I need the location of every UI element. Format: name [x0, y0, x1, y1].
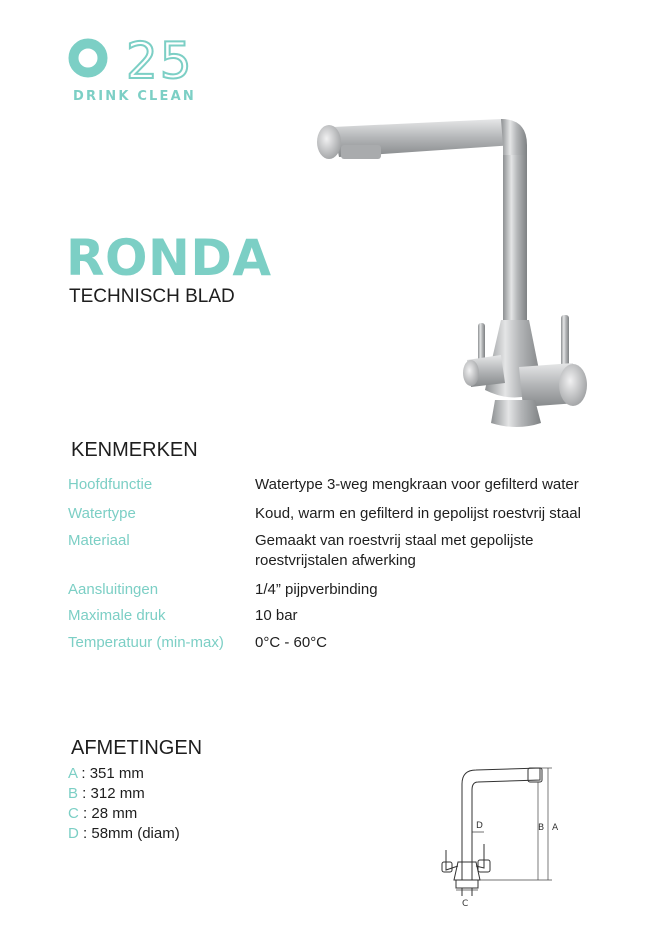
- drawing-spout: [462, 768, 540, 880]
- spec-value-maximale-druk: 10 bar: [255, 607, 298, 624]
- spec-value-watertype: Koud, warm en gefilterd in gepolijst roestvrij staal: [255, 505, 581, 522]
- dimension-separator: :: [78, 805, 92, 822]
- dimension-value: 312 mm: [90, 785, 145, 802]
- spec-label-temperatuur: Temperatuur (min-max): [68, 634, 224, 651]
- dimension-separator: :: [77, 765, 90, 782]
- faucet-image: [305, 105, 605, 435]
- spec-value-aansluitingen: 1/4” pijpverbinding: [255, 581, 378, 598]
- afmetingen-heading: AFMETINGEN: [71, 737, 203, 759]
- dimension-row-c: [68, 804, 137, 824]
- left-lever: [478, 323, 485, 363]
- right-lever: [561, 315, 569, 370]
- spout-tip: [317, 125, 341, 159]
- dimension-letter: C: [68, 805, 79, 822]
- dimension-drawing: [432, 762, 572, 910]
- spec-value-hoofdfunctie: Watertype 3-weg mengkraan voor gefilterd water: [255, 476, 579, 493]
- dimension-letter: D: [68, 825, 79, 842]
- dimension-row-a: [68, 764, 144, 784]
- logo-o-ring: [74, 44, 103, 73]
- spec-label-materiaal: Materiaal: [68, 532, 130, 549]
- dimension-row-d: [68, 824, 180, 844]
- spec-label-hoofdfunctie: Hoofdfunctie: [68, 476, 153, 493]
- drawing-label-d: D: [476, 821, 483, 831]
- faucet-base: [491, 400, 541, 427]
- dimension-separator: :: [78, 825, 92, 842]
- kenmerken-heading: KENMERKEN: [71, 439, 198, 461]
- spec-value-materiaal: Gemaakt van roestvrij staal met gepolijste: [255, 532, 534, 549]
- logo-tagline: DRINK CLEAN: [73, 89, 196, 104]
- logo-mark: [68, 34, 228, 86]
- spec-label-aansluitingen: Aansluitingen: [68, 581, 159, 598]
- drawing-label-a: A: [552, 823, 559, 833]
- product-subtitle: TECHNISCH BLAD: [69, 286, 235, 307]
- dimension-letter: B: [68, 785, 79, 802]
- spec-label-maximale-druk: Maximale druk: [68, 607, 166, 624]
- spec-label-watertype: Watertype: [68, 505, 136, 522]
- logo-digits: 25: [126, 34, 194, 86]
- dimension-letter: A: [68, 765, 78, 782]
- brand-logo: [68, 34, 228, 106]
- product-title: RONDA: [66, 229, 272, 287]
- drawing-body: [454, 862, 480, 880]
- dimension-separator: :: [78, 785, 91, 802]
- dimension-value: 58mm (diam): [91, 825, 180, 842]
- spec-value-temperatuur: 0°C - 60°C: [255, 634, 328, 651]
- spec-value-materiaal-line2: roestvrijstalen afwerking: [255, 552, 416, 569]
- drawing-label-b: B: [538, 823, 545, 833]
- dimension-row-b: [68, 784, 145, 804]
- spout-aerator: [341, 145, 381, 159]
- dimension-value: 351 mm: [89, 765, 144, 782]
- dimension-value: 28 mm: [91, 805, 138, 822]
- drawing-label-c: C: [462, 899, 469, 909]
- faucet-column: [503, 155, 527, 325]
